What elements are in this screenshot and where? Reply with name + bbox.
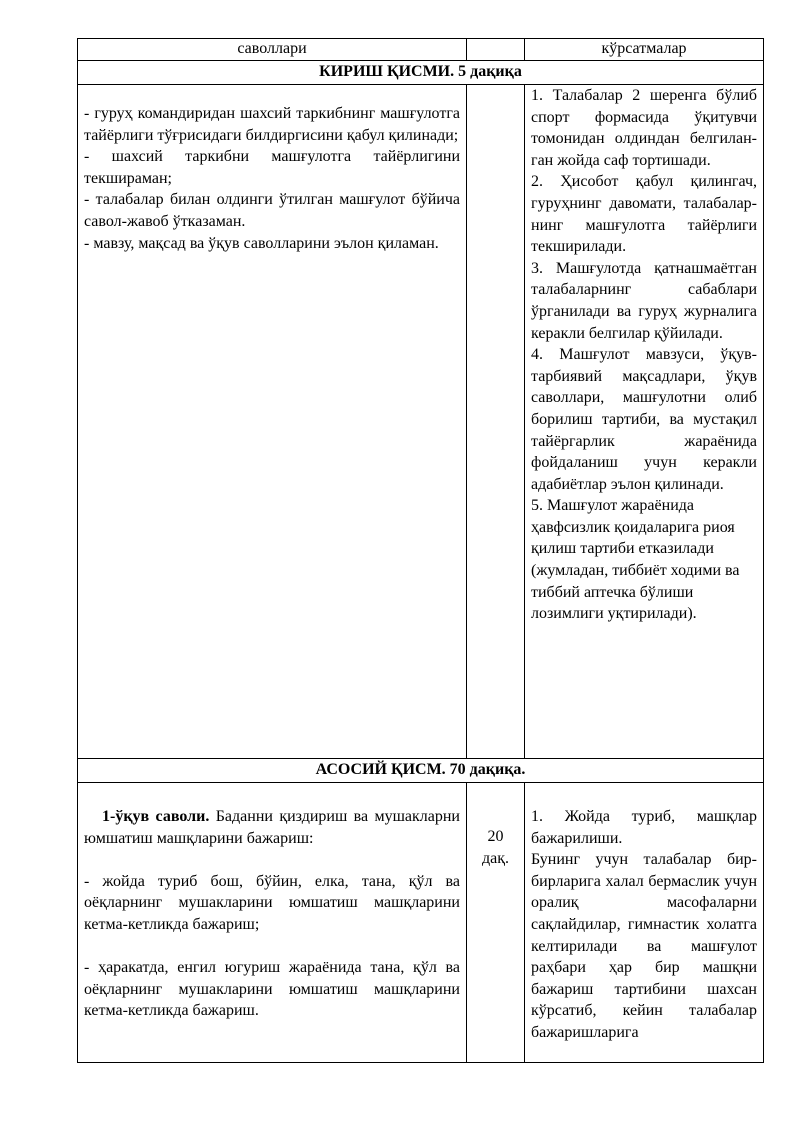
section-intro-title: КИРИШ ҚИСМИ. 5 дақиқа bbox=[78, 61, 764, 85]
main-instruction-item: 1. Жойда туриб, машқлар бажарилиши. bbox=[531, 808, 757, 847]
intro-instruction-item: 1. Талабалар 2 шеренга бўлиб спорт формасида ўқитувчи томонидан олдиндан белгилан-ган жойда саф тортишади. bbox=[531, 87, 757, 169]
question-title: 1-ўқув саволи. bbox=[102, 808, 210, 825]
intro-instruction-item: 4. Машғулот мавзуси, ўқув-тарбиявий мақсадлари, ўқув саволлари, машғулотни олиб борилиш тартиби, ва мустақил тайёргарлик жараёнида фойдаланиш учун керакли адабиётлар эълон қилинади. bbox=[531, 346, 757, 493]
time-unit: дақ. bbox=[481, 849, 509, 867]
main-questions-cell bbox=[78, 783, 467, 1063]
intro-instruction-item: 5. Машғулот жараёнида ҳавфсизлик қоидаларига риоя қилиш тартиби етказилади (жумладан, тиббиёт ходими ва тиббий аптечка бўлиши лозимлиги уқтирилади). bbox=[531, 497, 740, 623]
section-intro-row bbox=[78, 61, 764, 85]
intro-question-item: - талабалар билан олдинги ўтилган машғулот бўйича савол-жавоб ўтказаман. bbox=[84, 191, 460, 230]
main-time-cell bbox=[467, 783, 525, 1063]
intro-instructions-cell bbox=[525, 85, 764, 759]
time-value: 20 bbox=[487, 828, 504, 845]
main-instructions-cell bbox=[525, 783, 764, 1063]
intro-instruction-item: 2. Ҳисобот қабул қилингач, гуруҳнинг давомати, талабалар-нинг машғулотга тайёрлиги текширилади. bbox=[531, 173, 757, 256]
intro-question-item: - шахсий таркибни машғулотга тайёрлигини текшираман; bbox=[84, 148, 460, 187]
header-questions: саволлари bbox=[78, 39, 467, 61]
header-instructions: кўрсатмалар bbox=[525, 39, 764, 61]
intro-time-cell bbox=[467, 85, 525, 759]
table-header-row bbox=[78, 39, 764, 61]
section-main-row bbox=[78, 759, 764, 783]
intro-content-row bbox=[78, 85, 764, 759]
main-question-item: - ҳаракатда, енгил югуриш жараёнида тана, қўл ва оёқларнинг мушакларини юмшатиш машқларини кетма-кетликда бажариш. bbox=[84, 959, 460, 1020]
intro-question-item: - гуруҳ командиридан шахсий таркибнинг машғулотга тайёрлиги тўғрисидаги билдиргисини қабул қилинади; bbox=[84, 105, 460, 144]
question-text: Баданни қиздириш ва мушакларни юмшатиш машқларини бажариш: bbox=[84, 808, 460, 847]
main-instruction-item: Бунинг учун талабалар бир-бирларига халал бермаслик учун оралиқ масофаларни сақлайдилар, гимнастик холатга келтирилади ва машғулот раҳбари ҳар бир машқни бажариш тартибини шахсан кўрсатиб, кейин талабалар бажаришларига bbox=[531, 851, 757, 1041]
intro-instruction-item: 3. Машғулотда қатнашмаётган талабаларнинг сабаблари ўрганилади ва гуруҳ журналига керакли белгилар қўйилади. bbox=[531, 259, 757, 342]
main-question-heading bbox=[84, 806, 460, 849]
main-content-row bbox=[78, 783, 764, 1063]
header-time bbox=[467, 39, 525, 61]
intro-questions-cell bbox=[78, 85, 467, 759]
main-question-item: - жойда туриб бош, бўйин, елка, тана, қўл ва оёқларнинг мушакларини юмшатиш машқларини кетма-кетликда бажариш; bbox=[84, 872, 460, 933]
section-main-title: АСОСИЙ ҚИСМ. 70 дақиқа. bbox=[78, 759, 764, 783]
intro-question-item: - мавзу, мақсад ва ўқув саволларини эълон қиламан. bbox=[84, 234, 439, 252]
lesson-plan-table bbox=[77, 38, 764, 1063]
